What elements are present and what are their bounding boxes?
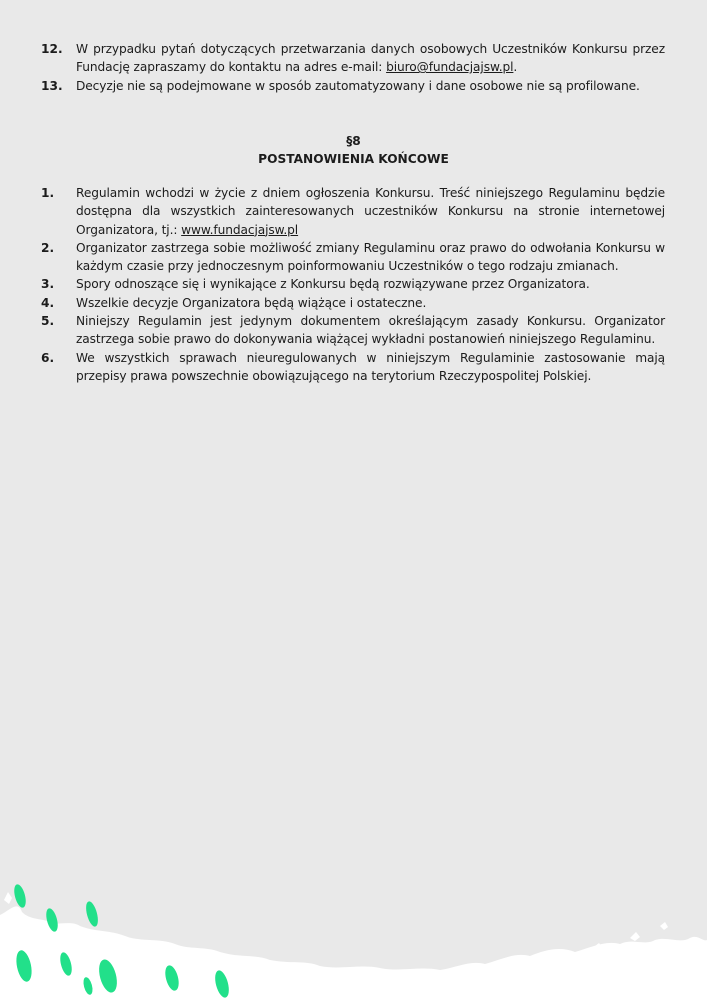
item-number: 6. [41,350,55,365]
list-item [41,184,665,239]
item-number: 1. [41,186,55,200]
list-item [41,40,665,77]
item-text-part: W przypadku pytań dotyczących przetwarzania danych osobowych Uczestników Konkursu przez Fundację zapraszamy do kontaktu na adres e-mail: [76,42,665,75]
item-text: Decyzje nie są podejmowane w sposób zautomatyzowany i dane osobowe nie są profilowane. [76,78,640,93]
list-item [41,77,665,95]
numbered-list-top [41,40,665,95]
item-number: 5. [41,314,55,329]
item-text: We wszystkich sprawach nieuregulowanych w niniejszym Regulaminie zastosowanie mają przepisy prawa powszechnie obowiązującego na terytorium Rzeczypospolitej Polskiej. [76,350,665,383]
website-link[interactable]: www.fundacjajsw.pl [181,222,299,237]
list-item [41,349,665,386]
decorative-footer-splash [0,860,707,1000]
item-text: Organizator zastrzega sobie możliwość zmiany Regulaminu oraz prawo do odwołania Konkursu w każdym czasie przy jednoczesnym poinformowaniu Uczestników o tego rodzaju zmianach. [76,240,665,274]
section-number: §8 [346,134,361,148]
list-item [41,275,665,293]
email-link[interactable]: biuro@fundacjajsw.pl [386,60,514,75]
item-text-part: . [513,60,518,75]
white-brush-speck [4,892,12,904]
item-text-part: Regulamin wchodzi w życie z dniem ogłoszenia Konkursu. Treść niniejszego Regulaminu będzie dostępna dla wszystkich zainteresowanych uczestników Konkursu na stronie internetowej Organizatora, tj.: [76,186,665,237]
green-dab [84,900,100,928]
list-item [41,294,665,312]
item-number: 4. [41,295,55,310]
item-number: 13. [41,78,63,93]
numbered-list-final-provisions [41,184,665,385]
item-text: Wszelkie decyzje Organizatora będą wiążące i ostateczne. [76,295,427,310]
section-title: POSTANOWIENIA KOŃCOWE [258,152,449,166]
white-brush-speck [660,922,668,930]
item-text [76,184,665,239]
list-item [41,239,665,276]
item-number: 12. [41,42,63,56]
item-text: Spory odnoszące się i wynikające z Konkursu będą rozwiązywane przez Organizatora. [76,277,590,292]
item-number: 2. [41,240,55,255]
green-dab [12,883,28,909]
item-number: 3. [41,277,55,292]
white-brush-speck [630,932,640,941]
list-item [41,312,665,349]
item-text [76,40,665,77]
item-text: Niniejszy Regulamin jest jedynym dokumentem określającym zasady Konkursu. Organizator zastrzega sobie prawo do dokonywania wiążącej wykładni postanowień niniejszego Regulaminu. [76,314,665,347]
